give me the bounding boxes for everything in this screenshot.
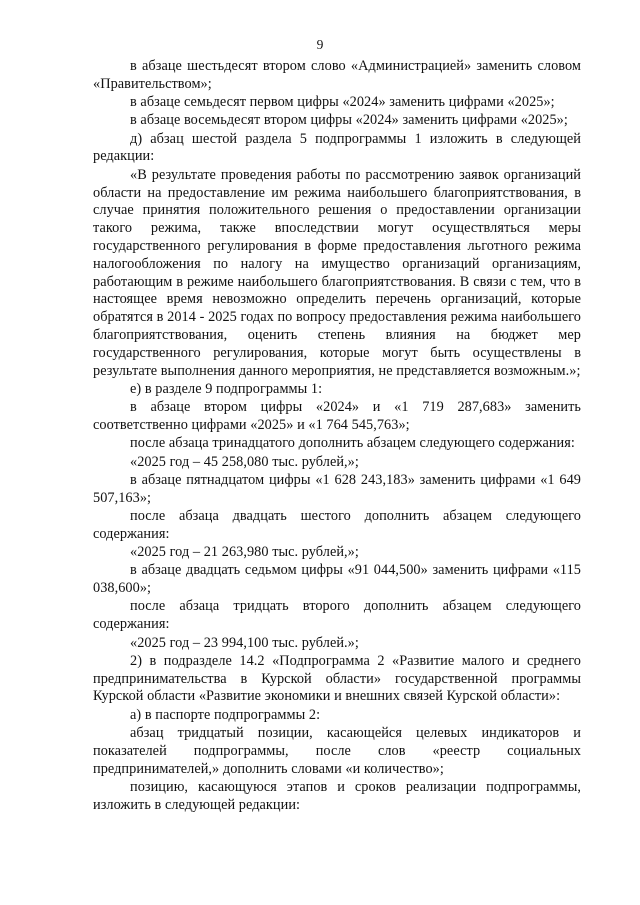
paragraph: в абзаце семьдесят первом цифры «2024» заменить цифрами «2025»; xyxy=(130,94,555,111)
paragraph: д) абзац шестой раздела 5 подпрограммы 1 изложить в следующей редакции: xyxy=(93,130,581,165)
paragraph: после абзаца тринадцатого дополнить абзацем следующего содержания: xyxy=(130,435,575,452)
paragraph: «2025 год – 45 258,080 тыс. рублей,»; xyxy=(130,453,359,470)
paragraph: в абзаце втором цифры «2024» и «1 719 287,683» заменить соответственно цифрами «2025» и «1 764 545,763»; xyxy=(93,399,581,433)
paragraph: после абзаца двадцать шестого дополнить абзацем следующего содержания: xyxy=(93,507,581,542)
paragraph: «2025 год – 23 994,100 тыс. рублей.»; xyxy=(130,634,359,651)
paragraph: в абзаце восемьдесят втором цифры «2024» заменить цифрами «2025»; xyxy=(130,112,568,129)
paragraph: позицию, касающуюся этапов и сроков реализации подпрограммы, изложить в следующей редакции: xyxy=(93,778,581,813)
paragraph: после абзаца тридцать второго дополнить абзацем следующего содержания: xyxy=(93,598,581,633)
paragraph: в абзаце пятнадцатом цифры «1 628 243,183» заменить цифрами «1 649 507,163»; xyxy=(93,471,581,506)
page-number: 9 xyxy=(316,37,324,52)
document-body xyxy=(93,58,581,815)
paragraph: «2025 год – 21 263,980 тыс. рублей,»; xyxy=(130,544,359,561)
paragraph: в абзаце двадцать седьмом цифры «91 044,500» заменить цифрами «115 038,600»; xyxy=(93,562,581,597)
paragraph: 2) в подразделе 14.2 «Подпрограмма 2 «Развитие малого и среднего предпринимательства в Курской области» государственной программы Курской области «Развитие экономики и внешних связей Курской области»: xyxy=(93,652,581,705)
paragraph: в абзаце шестьдесят втором слово «Администрацией» заменить словом «Правительством»; xyxy=(93,58,581,92)
paragraph: абзац тридцатый позиции, касающейся целевых индикаторов и показателей подпрограммы, после слов «реестр социальных предпринимателей,» дополнить словами «и количество»; xyxy=(93,724,581,777)
quoted-paragraph: «В результате проведения работы по рассмотрению заявок организаций области на предоставление им режима наибольшего благоприятствования, в случае принятия положительного решения о предоставлении организации такого режима, также впоследствии могут осуществляться меры государственного регулирования в форме предоставления льготного режима налогообложения по налогу на имущество организаций организациям, работающим в режиме наибольшего благоприятствования. В связи с тем, что в настоящее время невозможно определить перечень организаций, которые обратятся в 2014 - 2025 годах по вопросу предоставления режима наибольшего благоприятствования, оценить степень влияния на бюджет мер государственного регулирования, которые могут быть осуществлены в результате выполнения данного мероприятия, не представляется возможным.»; xyxy=(93,166,581,379)
paragraph: е) в разделе 9 подпрограммы 1: xyxy=(130,380,323,397)
paragraph: а) в паспорте подпрограммы 2: xyxy=(130,706,321,723)
